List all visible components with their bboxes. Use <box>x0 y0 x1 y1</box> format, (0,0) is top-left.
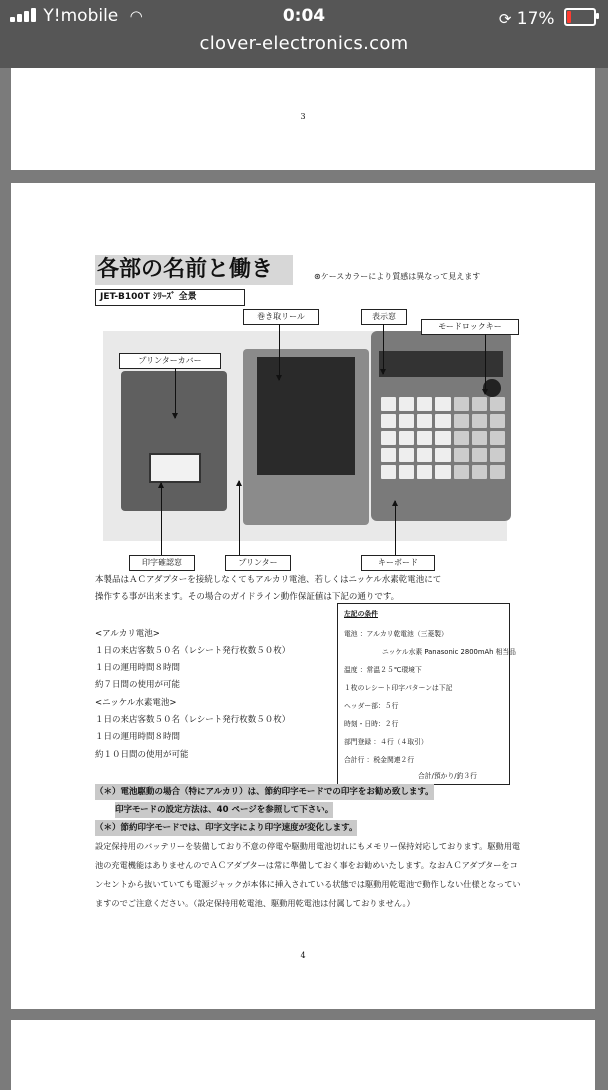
pdf-page <box>11 183 595 1009</box>
register-key <box>435 448 450 462</box>
register-key <box>472 431 487 445</box>
cond-total-2: 合計/預かり/釣３行 <box>418 772 477 780</box>
register-key <box>417 465 432 479</box>
emphasis-line-2: 印字モードの設定方法は、40 ページを参照して下さい。 <box>115 802 333 818</box>
label-keyboard: キーボード <box>361 555 435 571</box>
register-key <box>490 397 505 411</box>
register-illustration <box>371 331 511 521</box>
cond-total: 合計行 ：税金関連２行 <box>344 756 415 764</box>
label-reel: 巻き取リール <box>243 309 319 325</box>
battery-paragraph: 設定保持用のバッテリーを装備しており不意の停電や駆動用電池切れにもメモリー保持対応しております。駆動用電池の充電機能はありませんのでＡＣアダプターは常に準備しておく事をお勧めいたします。なおＡＣアダプターをコンセントから抜いていても電源ジャックが本体に挿入されている状態では駆動用乾電池で動作しない仕様となっていますのでご注意ください。（設定保持用乾電池、駆動用乾電池は付属しておりません。） <box>95 841 521 908</box>
register-key <box>381 448 396 462</box>
register-key <box>399 431 414 445</box>
register-key <box>417 431 432 445</box>
cond-battery-2: ニッケル水素 Panasonic 2800mAh 相当品 <box>382 648 516 656</box>
label-printer-cover: プリンターカバー <box>119 353 221 369</box>
cond-datetime: 時刻・日時：２行 <box>344 720 399 728</box>
clock: 0:04 <box>282 6 326 26</box>
emphasis-line-3: （＊）節約印字モードでは、印字文字により印字速度が変化します。 <box>95 820 357 836</box>
register-key <box>472 448 487 462</box>
register-key <box>435 414 450 428</box>
register-key <box>417 448 432 462</box>
cond-dept: 部門登録 ：４行（４取引） <box>344 738 428 746</box>
url-bar[interactable]: clover-electronics.com <box>199 33 409 54</box>
register-key <box>399 397 414 411</box>
cond-battery: 電池 ：アルカリ乾電池（三菱製） <box>344 630 448 638</box>
register-key <box>417 397 432 411</box>
battery-icon <box>564 8 596 26</box>
register-key <box>490 414 505 428</box>
battery-percent: 17% <box>516 9 555 29</box>
register-key <box>454 448 469 462</box>
label-printer: プリンター <box>225 555 291 571</box>
register-key <box>472 465 487 479</box>
label-mode-lock: モードロックキー <box>421 319 519 335</box>
conditions-box <box>337 603 516 785</box>
register-key <box>399 414 414 428</box>
nickel-line-2: １日の運用時間８時間 <box>95 732 181 742</box>
carrier-name: Y!mobile <box>43 6 119 26</box>
register-key <box>381 431 396 445</box>
label-display: 表示窓 <box>361 309 407 325</box>
emphasis-line-1: （＊）電池駆動の場合（特にアルカリ）は、節約印字モードでの印字をお勧め致します。 <box>95 784 434 800</box>
info-icon: ⊛ <box>314 272 321 281</box>
page-title: 各部の名前と働き <box>95 255 293 285</box>
nickel-heading: <ニッケル水素電池> <box>95 698 177 708</box>
alkaline-line-2: １日の運用時間８時間 <box>95 663 181 673</box>
register-key <box>381 465 396 479</box>
register-key <box>454 397 469 411</box>
register-key <box>435 397 450 411</box>
rotation-lock-icon: ⟳ <box>498 10 512 28</box>
register-key <box>435 431 450 445</box>
page-number: 4 <box>300 951 306 960</box>
nickel-line-3: 約１０日間の使用が可能 <box>95 750 189 760</box>
register-key <box>490 465 505 479</box>
pdf-page-previous <box>11 68 595 170</box>
status-bar <box>0 0 608 68</box>
alkaline-line-3: 約７日間の使用が可能 <box>95 680 181 690</box>
register-key <box>472 414 487 428</box>
page-number: 3 <box>300 112 306 121</box>
register-key <box>454 431 469 445</box>
register-key <box>490 448 505 462</box>
intro-line-1: 本製品はＡＣアダプターを接続しなくてもアルカリ電池、若しくはニッケル水素乾電池にて <box>95 575 442 585</box>
printer-illustration <box>243 349 369 525</box>
model-label: JET-B100T ｼﾘｰｽﾞ 全景 <box>95 289 245 306</box>
cond-header: ヘッダー部：５行 <box>344 702 399 710</box>
conditions-title: 左記の条件 <box>344 610 378 618</box>
alkaline-heading: <アルカリ電池> <box>95 629 160 639</box>
register-key <box>454 414 469 428</box>
register-key <box>435 465 450 479</box>
printer-cover-illustration <box>121 371 227 511</box>
cond-pattern: １枚のレシート印字パターンは下記 <box>344 684 453 692</box>
wifi-icon: ◠ <box>129 7 143 25</box>
register-key <box>381 397 396 411</box>
register-key <box>399 448 414 462</box>
cond-temp: 温度 ：常温２５℃環境下 <box>344 666 422 674</box>
register-key <box>381 414 396 428</box>
register-key <box>417 414 432 428</box>
register-key <box>399 465 414 479</box>
label-print-check-window: 印字確認窓 <box>129 555 195 571</box>
nickel-line-1: １日の来店客数５０名（レシート発行枚数５０枚） <box>95 715 291 725</box>
intro-line-2: 操作する事が出来ます。その場合のガイドライン動作保証値は下記の通りです。 <box>95 592 400 602</box>
register-key <box>472 397 487 411</box>
alkaline-line-1: １日の来店客数５０名（レシート発行枚数５０枚） <box>95 646 291 656</box>
register-key <box>454 465 469 479</box>
case-color-note: ケースカラーにより質感は異なって見えます <box>320 272 481 281</box>
register-key <box>490 431 505 445</box>
